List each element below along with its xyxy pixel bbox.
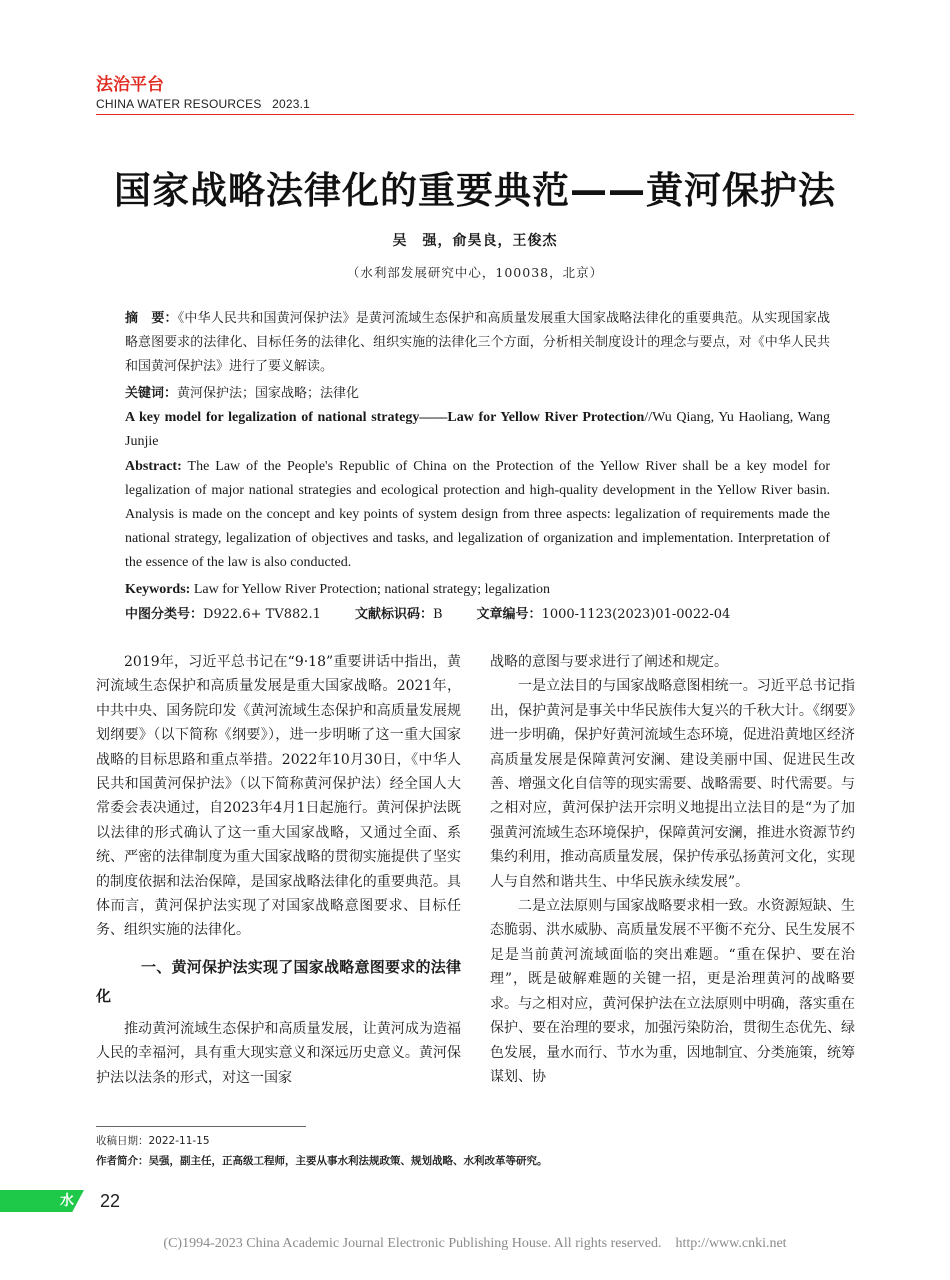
- english-keywords-text: Law for Yellow River Protection; national strategy; legalization: [190, 582, 550, 597]
- english-keywords: [125, 578, 830, 602]
- author-list: 吴 强，俞昊良，王俊杰: [392, 233, 558, 249]
- doc-code-value: B: [432, 607, 443, 622]
- english-abstract-label: Abstract:: [125, 459, 182, 474]
- page-number: 22: [100, 1191, 121, 1211]
- clc-value: D922.6+ TV882.1: [203, 607, 321, 622]
- doc-code-label: 文献标识码：: [354, 607, 433, 622]
- keywords-cn-text: 黄河保护法；国家战略；法律化: [177, 386, 360, 401]
- english-abstract: [125, 455, 830, 575]
- body-paragraph-continued: 战略的意图与要求进行了阐述和规定。: [490, 654, 728, 670]
- copyright-watermark: (C)1994-2023 China Academic Journal Electronic Publishing House. All rights reserved. http://www.cnki.net: [163, 1236, 787, 1251]
- abstract-cn-label: 摘 要：: [125, 311, 178, 326]
- section-heading: 一、黄河保护法实现了国家战略意图要求的法律化: [96, 957, 461, 1005]
- journal-name-issue: CHINA WATER RESOURCES 2023.1: [96, 97, 311, 111]
- english-title-text: A key model for legalization of national strategy——Law for Yellow River Protection: [125, 410, 645, 425]
- body-column-right: [490, 650, 855, 1089]
- english-abstract-text: The Law of the People's Republic of China on the Protection of the Yellow River shall be a key model for legalization of major national strategies and ecological protection and high-quality development in the Yellow River basin. Analysis is made on the concept and key points of system design from three aspects: legalization of requirements made the national strategy, legalization of objectives and tasks, and legalization of organization and implementation. Interpretation of the essence of the law is also conducted.: [125, 459, 830, 570]
- header-divider: [96, 114, 854, 115]
- section-label: 法治平台: [96, 75, 164, 95]
- english-authors: //Wu Qiang, Yu Haoliang, Wang Junjie: [125, 410, 830, 449]
- footnote-divider: [96, 1126, 306, 1127]
- english-title: [125, 406, 830, 454]
- body-column-left: [96, 650, 461, 1090]
- classification-line: [125, 603, 730, 627]
- keywords-cn-label: 关键词：: [125, 386, 178, 401]
- affiliation: （水利部发展研究中心，100038，北京）: [346, 265, 604, 280]
- article-number-value: 1000-1123(2023)01-0022-04: [541, 607, 731, 622]
- english-keywords-label: Keywords:: [125, 582, 191, 597]
- article-number-label: 文章编号：: [476, 607, 542, 622]
- author-bio: 作者简介：吴强，副主任，正高级工程师，主要从事水利法规政策、规划战略、水利改革等研究。: [96, 1155, 548, 1167]
- body-paragraph: 一是立法目的与国家战略意图相统一。习近平总书记指出，保护黄河是事关中华民族伟大复兴的千秋大计。《纲要》进一步明确，保护好黄河流域生态环境，促进沿黄地区经济高质量发展是保障黄河安澜、建设美丽中国、促进民生改善、增强文化自信等的现实需要、战略需要、时代需要。与之相对应，黄河保护法开宗明义地提出立法目的是“为了加强黄河流域生态环境保护，保障黄河安澜，推进水资源节约集约利用，推动高质量发展，保护传承弘扬黄河文化，实现人与自然和谐共生、中华民族永续发展”。: [490, 678, 855, 890]
- abstract-cn: [125, 307, 830, 379]
- body-paragraph: 推动黄河流域生态保护和高质量发展，让黄河成为造福人民的幸福河，具有重大现实意义和深远历史意义。黄河保护法以法条的形式，对这一国家: [96, 1020, 461, 1086]
- body-paragraph: 二是立法原则与国家战略要求相一致。水资源短缺、生态脆弱、洪水威胁、高质量发展不平衡不充分、民生发展不足是当前黄河流域面临的突出难题。“重在保护、要在治理”，既是破解难题的关键一招，更是治理黄河的战略要求。与之相对应，黄河保护法在立法原则中明确，落实重在保护、要在治理的要求，加强污染防治，贯彻生态优先、绿色发展，量水而行、节水为重，因地制宜、分类施策，统筹谋划、协: [490, 898, 855, 1085]
- body-paragraph: 2019年，习近平总书记在“9·18”重要讲话中指出，黄河流域生态保护和高质量发展是重大国家战略。2021年，中共中央、国务院印发《黄河流域生态保护和高质量发展规划纲要》（以下简称《纲要》），进一步明晰了这一重大国家战略的目标思路和重点举措。2022年10月30日，《中华人民共和国黄河保护法》（以下简称黄河保护法）经全国人大常委会表决通过，自2023年4月1日起施行。黄河保护法既以法律的形式确认了这一重大国家战略，又通过全面、系统、严密的法律制度为重大国家战略的贯彻实施提供了坚实的制度依据和法治保障，是国家战略法律化的重要典范。具体而言，黄河保护法实现了对国家战略意图要求、目标任务、组织实施的法律化。: [96, 654, 461, 939]
- article-title: 国家战略法律化的重要典范——黄河保护法: [114, 169, 836, 212]
- keywords-cn: [125, 382, 830, 406]
- abstract-cn-text: 《中华人民共和国黄河保护法》是黄河流域生态保护和高质量发展重大国家战略法律化的重要典范。从实现国家战略意图要求的法律化、目标任务的法律化、组织实施的法律化三个方面，分析相关制度设计的理念与要点，对《中华人民共和国黄河保护法》进行了要义解读。: [125, 311, 830, 374]
- journal-tab-label: 水: [60, 1193, 74, 1209]
- clc-label: 中图分类号：: [125, 607, 204, 622]
- received-date: 收稿日期：2022-11-15: [96, 1135, 210, 1147]
